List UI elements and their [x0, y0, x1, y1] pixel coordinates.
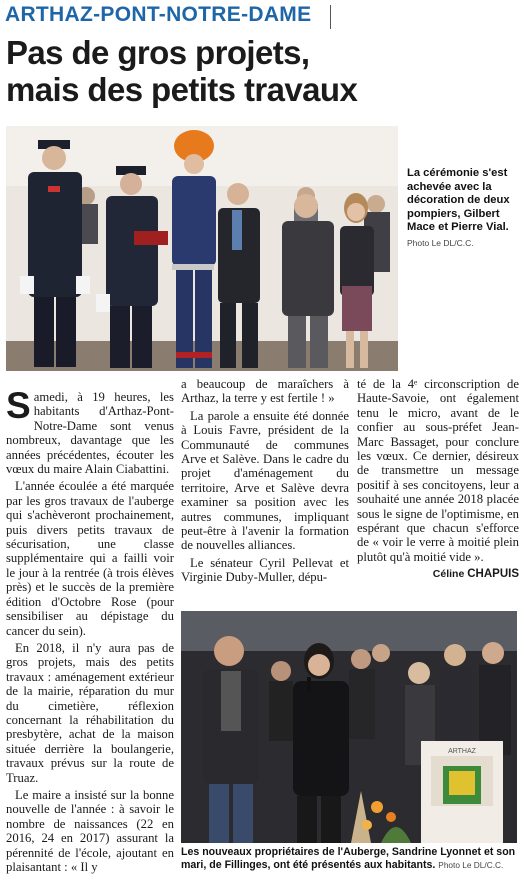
- section-kicker: ARTHAZ-PONT-NOTRE-DAME: [5, 3, 312, 26]
- author-first-name: Céline: [432, 568, 465, 581]
- headline-line-1: Pas de gros projets,: [6, 34, 310, 71]
- auberge-photo-caption: [181, 846, 519, 872]
- body-paragraph: té de la 4ᵉ circonscription de Haute-Savoie, ont également tenu le micro, avant de le confier au sous-préfet Jean-Marc Bassaget, pour conclure les vœux. Ce dernier, désireux de transmettre un message positif à ses concitoyens, leur a souhaité une année 2018 placée sous le signe de l'optimisme, en espérant que chacun s'efforce de « voir le verre à moitié plein plutôt qu'à moitié vide ».: [357, 377, 519, 564]
- auberge-illustration: [181, 611, 517, 843]
- body-paragraph: Le sénateur Cyril Pellevat et Virginie Duby-Muller, dépu-: [181, 555, 349, 585]
- article-column-2: [181, 377, 349, 588]
- ceremony-photo-caption: [407, 167, 517, 251]
- body-paragraph: La parole a ensuite été donnée à Louis Favre, président de la Communauté de communes Arve et Salève. Dans le cadre du projet d'aménagement du territoire, Arve et Salève devra examiner sa position avec les autres communes, impliquant peut-être à l'avenir la formation de nouvelles alliances.: [181, 408, 349, 553]
- ceremony-photo: [6, 126, 398, 371]
- article-column-1: [6, 385, 174, 877]
- body-paragraph: Le maire a insisté sur la bonne nouvelle de l'année : à savoir le nombre de naissances (22 en 2016, 24 en 2017) assurant la pérennité de l'école, ajoutant en plaisantant : « Il y: [6, 787, 174, 874]
- kicker-divider: [330, 5, 331, 29]
- lectern-label: ARTHAZ: [448, 748, 476, 755]
- auberge-owners-photo: [181, 611, 517, 843]
- body-paragraph: a beaucoup de maraîchers à Arthaz, la terre y est fertile ! »: [181, 377, 349, 406]
- photo-credit: Photo Le DL/C.C.: [438, 860, 504, 871]
- ceremony-illustration: [6, 126, 398, 371]
- headline: [6, 34, 516, 108]
- body-paragraph: L'année écoulée a été marquée par les gros travaux de l'auberge qui s'achèveront prochainement, puis divers petits travaux de sécurisation, une classe supplémentaire qui a failli voir le jour à la rentrée (à trois élèves près) et le succès de la première édition d'Octobre Rose (pour sensibiliser au dépistage du cancer du sein).: [6, 479, 174, 638]
- body-paragraph: En 2018, il n'y aura pas de gros projets, mais des petits travaux : aménagement extérieur de la mairie, réparation du mur du cimetière, réflexion concernant la réhabilitation du presbytère, achat de la maison située derrière la boulangerie, travaux prévus sur la route de Truaz.: [6, 640, 174, 785]
- headline-line-2: mais des petits travaux: [6, 71, 358, 108]
- article-column-3: [357, 377, 519, 582]
- author-signature: [357, 567, 519, 581]
- body-paragraph: [6, 385, 174, 477]
- author-last-name: CHAPUIS: [467, 568, 519, 581]
- caption-text: La cérémonie s'est achevée avec la décoration de deux pompiers, Gilbert Mace et Pierre Vial.: [407, 167, 510, 234]
- drop-cap: S: [6, 385, 31, 426]
- caption-text: Les nouveaux propriétaires de l'Auberge, Sandrine Lyonnet et son mari, de Fillinges, ont été présentés aux habitants.: [181, 846, 516, 872]
- paragraph-text: amedi, à 19 heures, les habitants d'Arthaz-Pont-Notre-Dame sont venus nombreux, davantage que les années précédentes, écouter les vœux du maire Alain Ciabattini.: [6, 390, 174, 477]
- photo-credit: Photo Le DL/C.C.: [407, 237, 474, 248]
